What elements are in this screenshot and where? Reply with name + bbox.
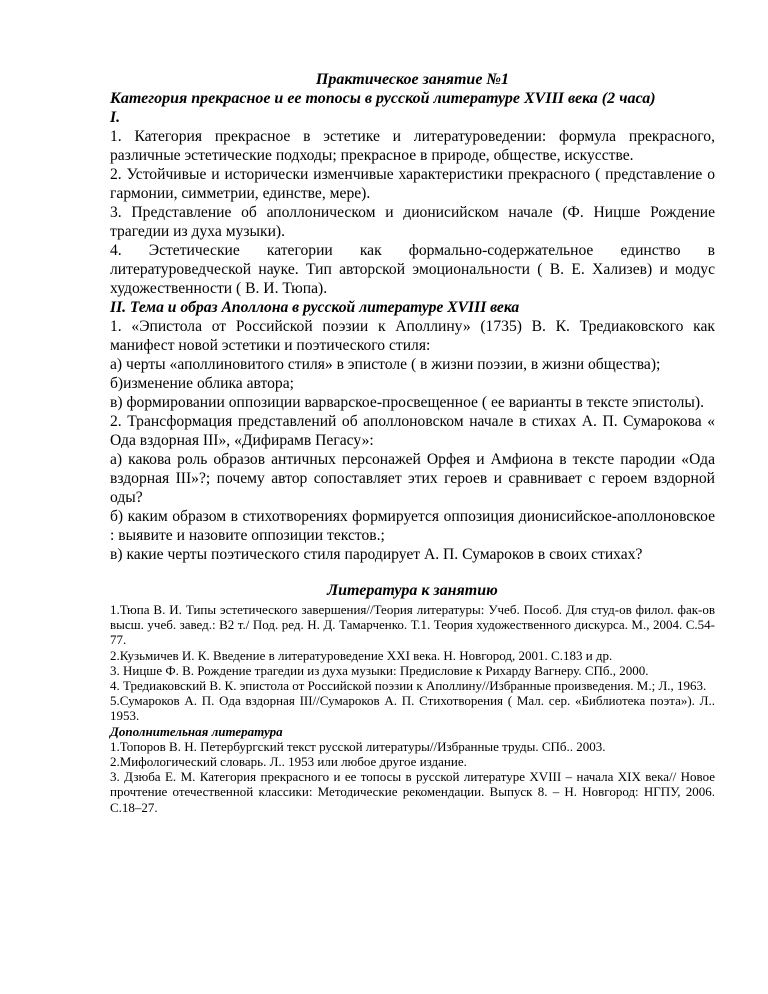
list-item: 4. Эстетические категории как формально-содержательное единство в литературоведческой науке. Тип авторской эмоциональности ( В. Е. Хализев) и модус художественности ( В. И. Тюпа). (110, 242, 715, 297)
list-item: б) каким образом в стихотворениях формируется оппозиция дионисийское-аполлоновское : выявите и назовите оппозиции текстов.; (110, 508, 715, 544)
reference-item: 1.Топоров В. Н. Петербургский текст русской литературы//Избранные труды. СПб.. 2003. (110, 738, 606, 754)
list-item: в) какие черты поэтического стиля пародирует А. П. Сумароков в своих стихах? (110, 546, 643, 563)
section-1-heading: I. (110, 109, 120, 126)
list-item: б)изменение облика автора; (110, 375, 294, 392)
additional-literature-heading: Дополнительная литература (110, 723, 283, 739)
list-item: 3. Представление об аполлоническом и дионисийском начале (Ф. Ницше Рождение трагедии из духа музыки). (110, 204, 715, 240)
list-item: 2. Трансформация представлений об аполлоновском начале в стихах А. П. Сумарокова « Ода вздорная III», «Дифирамв Пегасу»: (110, 413, 715, 449)
section-2-heading: II. Тема и образ Аполлона в русской литературе XVIII века (110, 299, 520, 316)
list-item: а) черты «аполлиновитого стиля» в эпистоле ( в жизни поэзии, в жизни общества); (110, 356, 661, 373)
reference-item: 2.Мифологический словарь. Л.. 1953 или любое другое издание. (110, 754, 467, 770)
list-item: 1. «Эпистола от Российской поэзии к Аполлину» (1735) В. К. Тредиаковского как манифест новой эстетики и поэтического стиля: (110, 318, 715, 354)
reference-item: 3. Ницше Ф. В. Рождение трагедии из духа музыки: Предисловие к Рихарду Вагнеру. СПб., 2000. (110, 662, 649, 678)
list-item: а) какова роль образов античных персонажей Орфея и Амфиона в тексте пародии «Ода вздорная III»?; почему автор сопоставляет этих героев и сравнивает с героем вздорной оды? (110, 451, 715, 506)
lesson-topic: Категория прекрасное и ее топосы в русской литературе XVIII века (2 часа) (110, 90, 656, 107)
reference-item: 2.Кузьмичев И. К. Введение в литературоведение XXI века. Н. Новгород, 2001. С.183 и др. (110, 647, 613, 663)
document-page (110, 70, 715, 815)
reference-item: 3. Дзюба Е. М. Категория прекрасного и ее топосы в русской литературе XVIII – начала XIX века// Новое прочтение отечественной классики: Методические рекомендации. Выпуск 8. – Н. Новгород: НГПУ, 2006. С.18–27. (110, 769, 715, 815)
list-item: 2. Устойчивые и исторически изменчивые характеристики прекрасного ( представление о гармонии, симметрии, единстве, мере). (110, 166, 715, 202)
reference-item: 4. Тредиаковский В. К. эпистола от Российской поэзии к Аполлину//Избранные произведения. М.; Л., 1963. (110, 678, 707, 694)
list-item: в) формировании оппозиции варварское-просвещенное ( ее варианты в тексте эпистолы). (110, 394, 704, 411)
literature-heading: Литература к занятию (327, 582, 498, 599)
reference-item: 5.Сумароков А. П. Ода вздорная III//Сумароков А. П. Стихотворения ( Мал. сер. «Библиотека поэта»). Л.. 1953. (110, 693, 715, 724)
list-item: 1. Категория прекрасное в эстетике и литературоведении: формула прекрасного, различные эстетические подходы; прекрасное в природе, обществе, искусстве. (110, 128, 715, 164)
literature-list (110, 602, 715, 815)
reference-item: 1.Тюпа В. И. Типы эстетического завершения//Теория литературы: Учеб. Пособ. Для студ-ов филол. фак-ов высш. учеб. завед.: В2 т./ Под. ред. Н. Д. Тамарченко. Т.1. Теория художественного дискурса. М., 2004. С.54-77. (110, 602, 715, 648)
page-title: Практическое занятие №1 (315, 71, 510, 88)
